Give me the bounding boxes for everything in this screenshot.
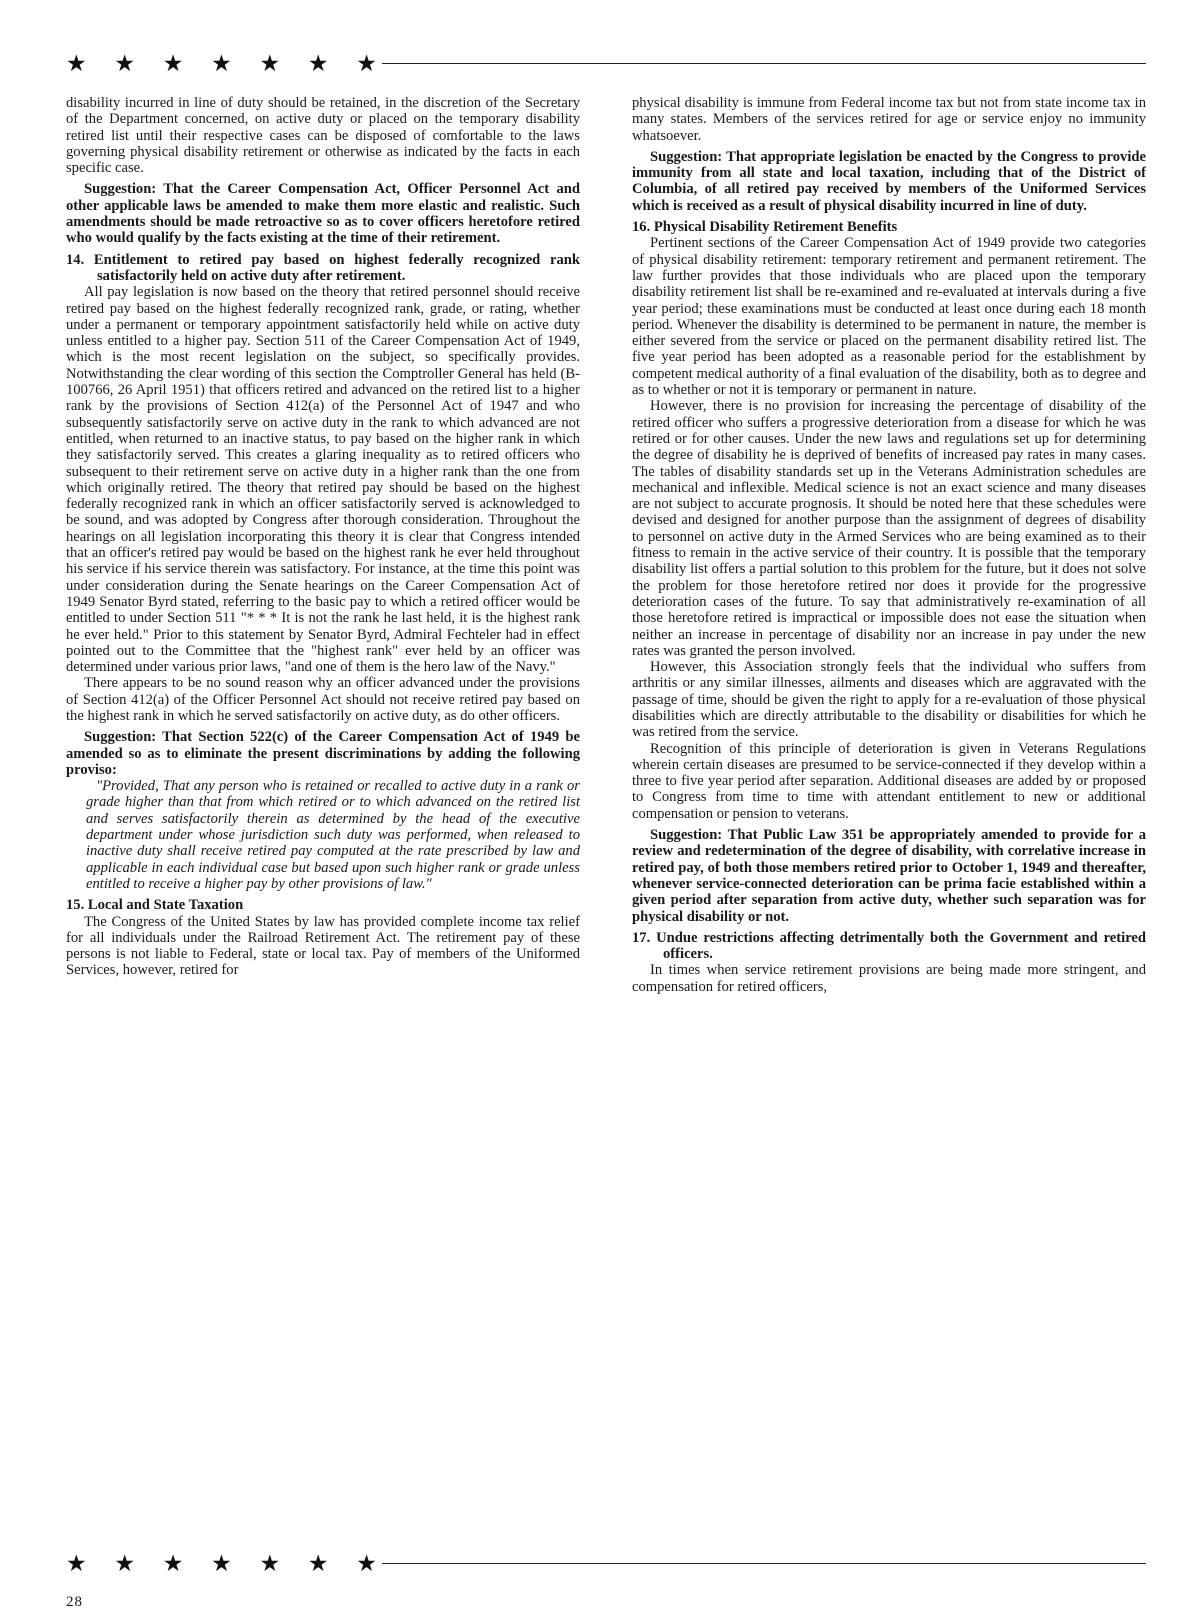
proviso-quote: "Provided, That any person who is retained or recalled to active duty in a rank or grade higher than that from which retired or to which advanced on the retired list and serves satisfactorily therein as determined by the head of the executive department under whose jurisdiction such duty was performed, when released to inactive duty shall receive retired pay computed at the rate prescribed by law and applicable in each individual case but based upon such higher rank or grade unless entitled to receive a higher pay by other provisions of law." (86, 778, 580, 892)
paragraph-15: The Congress of the United States by law has provided complete income tax relief for all individuals under the Railroad Retirement Act. The retirement pay of these persons is not liable to Federal, state or local tax. Pay of members of the Uniformed Services, however, retired for (66, 913, 580, 979)
right-column (632, 95, 1146, 995)
footer-line (382, 1563, 1146, 1564)
suggestion-15: Suggestion: That appropriate legislation be enacted by the Congress to provide immunity from all state and local taxation, including that of the District of Columbia, of all retired pay received by members of the Uniformed Services which is received as a result of physical disability incurred in line of duty. (632, 148, 1146, 214)
header-stars-icon: ★ ★ ★ ★ ★ ★ ★ (66, 51, 388, 76)
heading-14: 14. Entitlement to retired pay based on highest federally recognized rank satisfactorily held on active duty after retirement. (66, 251, 580, 284)
paragraph-16b: However, there is no provision for increasing the percentage of disability of the retired officer who suffers a progressive deterioration from a disease for which he was retired or for other causes. Under the new laws and regulations set up for determining the degree of disability he is deprived of benefits of increased pay rates in many cases. The tables of disability standards set up in the Veterans Administration schedules are mechanical and inflexible. Medical science is not an exact science and many diseases are not subject to accurate prognosis. It should be noted here that these schedules were devised and designed for another purpose than the assignment of degrees of disability to personnel on active duty in the Armed Services who are being examined as to their fitness to remain in the active service of their country. It is possible that the temporary disability list offers a partial solution to this problem for the future, but it does not solve the problem for those heretofore retired nor does it provide for the progressive deterioration cases of the future. To say that administratively re-examination of all those heretofore retired is impractical or impossible does not ease the situation when neither an increase in percentage of disability nor an increase in pay under the new rates was granted the person involved. (632, 398, 1146, 659)
paragraph-16d: Recognition of this principle of deterioration is given in Veterans Regulations wherein certain diseases are presumed to be service-connected if they develop within a three to five year period after separation. Additional diseases are added by or proposed to Congress from time to time with attendant entitlement to new or additional compensation or pension to veterans. (632, 740, 1146, 822)
suggestion-14: Suggestion: That Section 522(c) of the Career Compensation Act of 1949 be amended so as to eliminate the present discriminations by adding the following proviso: (66, 729, 580, 778)
paragraph-14b: There appears to be no sound reason why an officer advanced under the provisions of Section 412(a) of the Officer Personnel Act should not receive retired pay based on the highest rank in which he served satisfactorily on active duty, as do other officers. (66, 675, 580, 724)
header-line (382, 63, 1146, 64)
paragraph-16c: However, this Association strongly feels that the individual who suffers from arthritis or any similar illnesses, ailments and diseases which are aggravated with the passage of time, should be given the right to apply for a re-evaluation of those physical disabilities which are directly attributable to the disability or disabilities for which he was retired from the service. (632, 659, 1146, 741)
footer-stars-icon: ★ ★ ★ ★ ★ ★ ★ (66, 1551, 388, 1576)
paragraph-17: In times when service retirement provisions are being made more stringent, and compensation for retired officers, (632, 962, 1146, 995)
paragraph-continuation: disability incurred in line of duty should be retained, in the discretion of the Secretary of the Department concerned, on active duty or placed on the temporary disability retired list until their respective cases can be disposed of comfortable to the laws governing physical disability retirement or otherwise as indicated by the facts in each specific case. (66, 95, 580, 177)
paragraph-15-continuation: physical disability is immune from Federal income tax but not from state income tax in many states. Members of the services retired for age or service enjoy no immunity whatsoever. (632, 95, 1146, 144)
suggestion-16: Suggestion: That Public Law 351 be appropriately amended to provide for a review and redetermination of the degree of disability, with correlative increase in retired pay, of both those members retired prior to October 1, 1949 and thereafter, whenever service-connected deterioration can be prima facie established within a given period after separation from active duty, whether such separation was for physical disability or not. (632, 827, 1146, 925)
footer-rule (66, 1552, 1146, 1575)
suggestion-13: Suggestion: That the Career Compensation Act, Officer Personnel Act and other applicable laws be amended to make them more elastic and realistic. Such amendments should be made retroactive so as to cover officers heretofore retired who would qualify by the facts existing at the time of their retirement. (66, 181, 580, 247)
paragraph-16a: Pertinent sections of the Career Compensation Act of 1949 provide two categories of physical disability retirement: temporary retirement and permanent retirement. The law further provides that those individuals who are placed upon the temporary disability retirement list shall be re-examined and re-evaluated at intervals during a five year period; these examinations must be conducted at least once during each 18 month period. Whenever the disability is determined to be permanent in nature, the member is either severed from the service or placed on the permanent disability retired list. The five year period has been adopted as a reasonable period for the establishment by competent medical authority of a final evaluation of the disability, both as to degree and as to whether or not it is temporary or permanent in nature. (632, 235, 1146, 399)
left-column (66, 95, 580, 979)
paragraph-14a: All pay legislation is now based on the theory that retired personnel should receive retired pay based on the highest federally recognized rank, grade, or rating, whether under a permanent or temporary appointment satisfactorily held while on active duty unless entitled to a higher pay. Section 511 of the Career Compensation Act of 1949, which is the most recent legislation on the subject, so specifically provides. Notwithstanding the clear wording of this section the Comptroller General has held (B-100766, 26 April 1951) that officers retired and advanced on the retired list to a higher rank by the provisions of Section 412(a) of the Personnel Act of 1947 and who subsequently satisfactorily serve on active duty in the rank to which advanced are not entitled, when returned to an inactive status, to pay based on the higher rank in which they satisfactorily served. This creates a glaring inequality as to retired officers who subsequent to their retirement serve on active duty in a higher rank than the one from which originally retired. The theory that retired pay should be based on the highest federally recognized rank in which an officer satisfactorily served is acknowledged to be sound, and was adopted by Congress after thorough consideration. Throughout the hearings on all legislation incorporating this theory it is clear that Congress intended that an officer's retired pay would be based on the highest rank he ever held throughout his service if his service therein was satisfactory. For instance, at the time this point was under consideration during the Senate hearings on the Career Compensation Act of 1949 Senator Byrd stated, referring to the basic pay to which a retired officer would be entitled to under Section 511 "* * * It is not the rank he last held, it is the highest rank he ever held." Prior to this statement by Senator Byrd, Admiral Fechteler had in effect pointed out to the Committee that the "highest rank" ever held by an officer was determined under various prior laws, "and one of them is the hero law of the Navy." (66, 284, 580, 676)
header-rule (66, 52, 1146, 75)
heading-17: 17. Undue restrictions affecting detrimentally both the Government and retired officers. (632, 929, 1146, 963)
page-number: 28 (66, 1594, 83, 1610)
heading-15: 15. Local and State Taxation (66, 897, 244, 914)
heading-16: 16. Physical Disability Retirement Benefits (632, 219, 898, 236)
